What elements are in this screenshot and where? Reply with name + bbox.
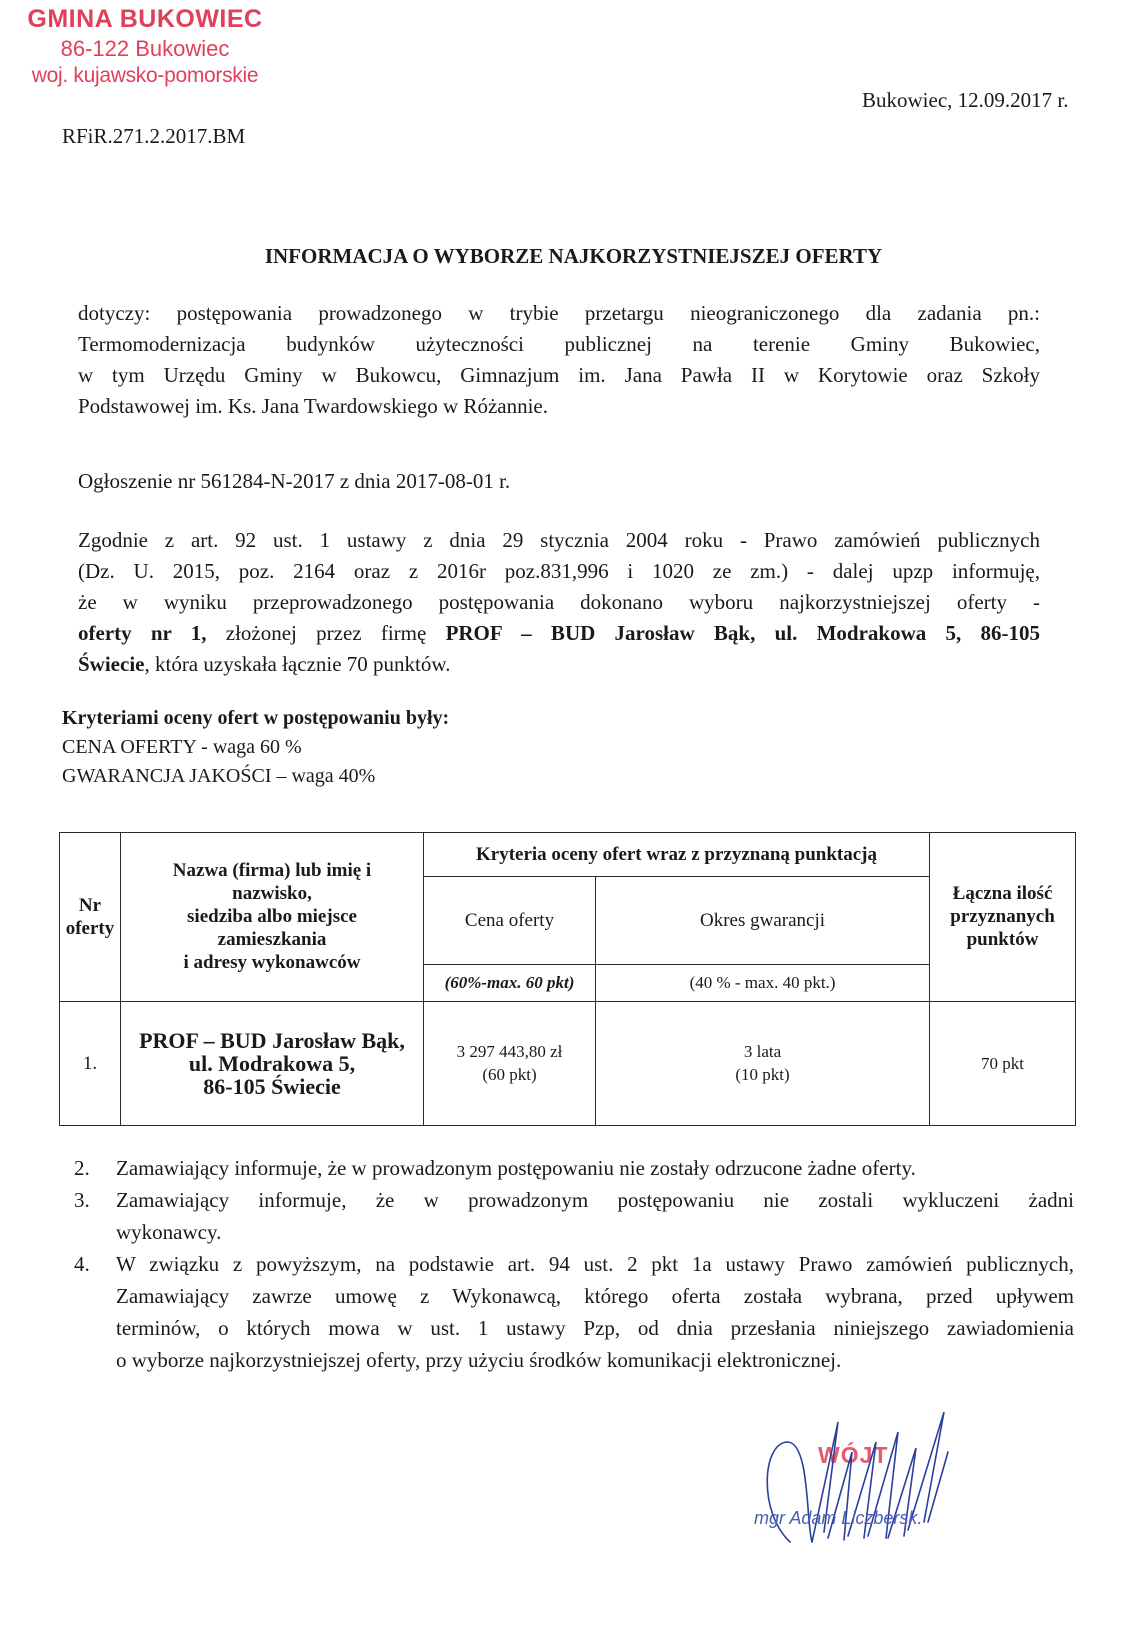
stamp-line-3: woj. kujawsko-pomorskie [31,63,259,87]
header-total-line: przyznanych [950,906,1055,928]
header-total-line: Łączna ilość [952,883,1053,905]
winner-firm: PROF – BUD Jarosław Bąk, ul. Modrakowa 5, 86-105 [445,621,1040,645]
header-name [121,833,424,1002]
header-price: Cena oferty [424,877,596,965]
cell-warranty [596,1001,930,1125]
note-line: o wyborze najkorzystniejszej oferty, przy użyciu środków komunikacji elektronicznej. [116,1348,842,1372]
decision-line: (Dz. U. 2015, poz. 2164 oraz z 2016r poz.831,996 i 1020 ze zm.) - dalej upzp informuję, [78,559,1040,583]
criteria-section [62,704,449,791]
cell-nr: 1. [60,1001,121,1125]
criteria-heading: Kryteriami oceny ofert w postępowaniu były: [62,707,450,729]
note-line: terminów, o których mowa w ust. 1 ustawy Pzp, od dnia przesłania niniejszego zawiadomienia [116,1316,1074,1340]
warranty-value: 3 lata [743,1042,782,1062]
header-warranty: Okres gwarancji [596,877,930,965]
note-number: 2. [74,1156,90,1180]
header-nr [60,833,121,1002]
header-name-line: nazwisko, [232,883,312,905]
office-stamp [10,4,280,89]
mayor-stamp-name: mgr Adam Liczbersk. [754,1508,923,1528]
header-total [930,833,1076,1002]
firm-line: ul. Modrakowa 5, [188,1050,356,1076]
note-item [74,1248,1074,1376]
decision-paragraph [78,525,1040,680]
notes-list [74,1152,1074,1376]
price-points: (60 pkt) [482,1065,537,1085]
decision-line [78,618,1040,649]
note-item [74,1184,1074,1248]
subject-line: w tym Urzędu Gminy w Bukowcu, Gimnazjum im. Jana Pawła II w Korytowie oraz Szkoły [78,363,1040,387]
offers-table [59,832,1076,1126]
mayor-stamp-title: WÓJT [818,1442,889,1468]
firm-line: 86-105 Świecie [203,1073,341,1099]
note-item [74,1152,1074,1184]
place-date: Bukowiec, 12.09.2017 r. [862,88,1069,112]
subject-line: dotyczy: postępowania prowadzonego w trybie przetargu nieograniczonego dla zadania pn.: [78,301,1040,325]
note-line: Zamawiający informuje, że w prowadzonym postępowaniu nie zostali wykluczeni żadni [116,1188,1074,1212]
reference-number: RFiR.271.2.2017.BM [62,124,246,148]
header-total-line: punktów [966,929,1039,951]
criteria-item: CENA OFERTY - waga 60 % [62,736,302,758]
header-name-line: zamieszkania [217,929,327,951]
note-line: Zamawiający zawrze umowę z Wykonawcą, którego oferta została wybrana, przed upływem [116,1284,1074,1308]
header-name-line: Nazwa (firma) lub imię i [172,860,372,882]
stamp-line-2: 86-122 Bukowiec [60,36,230,62]
header-criteria-group: Kryteria oceny ofert wraz z przyznaną punktacją [424,833,930,877]
note-number: 3. [74,1188,90,1212]
header-name-line: i adresy wykonawców [183,952,361,974]
handwritten-signature-icon [748,1412,988,1552]
cell-price [424,1001,596,1125]
stamp-line-1: GMINA BUKOWIEC [27,5,263,33]
cell-firm [121,1001,424,1125]
header-nr-text: Nr oferty [65,894,115,939]
header-warranty-weight: (40 % - max. 40 pkt.) [596,965,930,1001]
criteria-item: GWARANCJA JAKOŚCI – waga 40% [62,765,376,787]
table-row [60,1001,1076,1125]
offer-number: oferty nr 1, [78,621,207,645]
decision-text: , która uzyskała łącznie 70 punktów. [144,652,451,676]
note-number: 4. [74,1252,90,1276]
header-name-line: siedziba albo miejsce [187,906,357,928]
subject-line: Termomodernizacja budynków użyteczności publicznej na terenie Gminy Bukowiec, [78,332,1040,356]
winner-city: Świecie [78,652,145,676]
signature-block [748,1412,988,1572]
announcement-text: Ogłoszenie nr 561284-N-2017 z dnia 2017-08-01 r. [78,469,511,493]
note-line: wykonawcy. [116,1220,222,1244]
document-title: INFORMACJA O WYBORZE NAJKORZYSTNIEJSZEJ OFERTY [264,244,883,268]
header-price-weight: (60%-max. 60 pkt) [424,965,596,1001]
subject-line: Podstawowej im. Ks. Jana Twardowskiego w Różannie. [78,394,548,418]
warranty-points: (10 pkt) [735,1065,790,1085]
announcement [78,466,1040,497]
note-line: W związku z powyższym, na podstawie art. 94 ust. 2 pkt 1a ustawy Prawo zamówień publicznych, [116,1252,1074,1276]
price-value: 3 297 443,80 zł [456,1042,563,1062]
firm-line: PROF – BUD Jarosław Bąk, [139,1027,405,1053]
decision-line: Zgodnie z art. 92 ust. 1 ustawy z dnia 29 stycznia 2004 roku - Prawo zamówień publicznych [78,528,1040,552]
note-line: Zamawiający informuje, że w prowadzonym postępowaniu nie zostały odrzucone żadne oferty. [116,1156,916,1180]
decision-line: że w wyniku przeprowadzonego postępowania dokonano wyboru najkorzystniejszej oferty - [78,590,1040,614]
decision-text: złożonej przez firmę [206,621,446,645]
cell-total: 70 pkt [930,1001,1076,1125]
subject-paragraph [78,298,1040,422]
decision-line [78,649,1040,680]
